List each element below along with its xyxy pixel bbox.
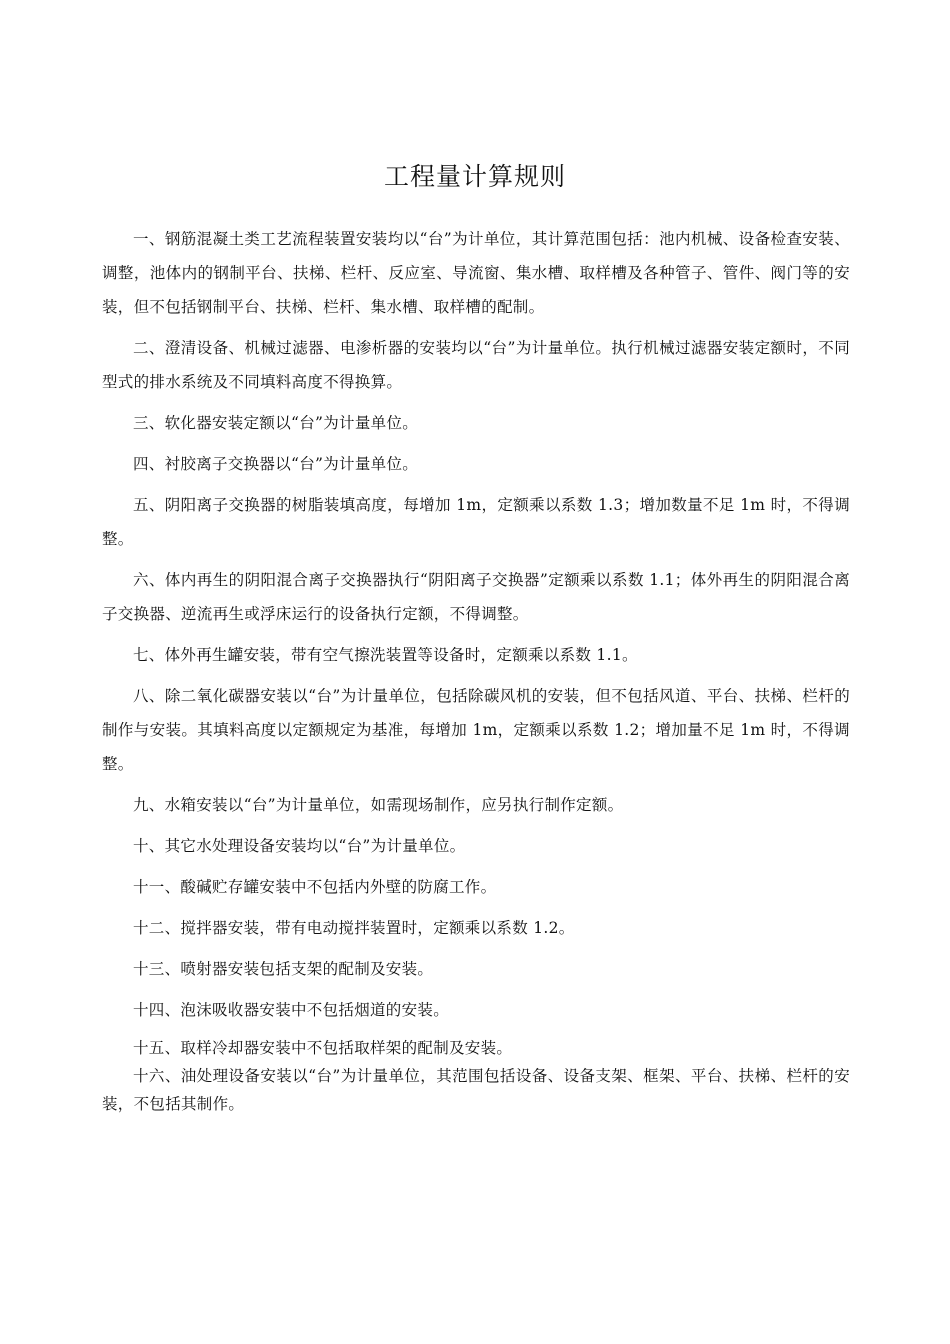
rule-paragraph-3: 三、软化器安装定额以“台”为计量单位。 bbox=[133, 414, 419, 432]
rule-paragraph-15: 十五、取样冷却器安装中不包括取样架的配制及安装。 bbox=[133, 1039, 513, 1057]
page-title: 工程量计算规则 bbox=[383, 162, 566, 191]
rule-paragraph-6: 六、体内再生的阴阳混合离子交换器执行“阴阳离子交换器”定额乘以系数 1.1；体外再生的阴阳混合离子交换器、逆流再生或浮床运行的设备执行定额，不得调整。 bbox=[102, 571, 850, 623]
rule-paragraph-10: 十、其它水处理设备安装均以“台”为计量单位。 bbox=[133, 837, 466, 855]
rule-paragraph-12: 十二、搅拌器安装，带有电动搅拌装置时，定额乘以系数 1.2。 bbox=[133, 919, 575, 937]
rule-paragraph-13: 十三、喷射器安装包括支架的配制及安装。 bbox=[133, 960, 434, 978]
rule-paragraph-4: 四、衬胶离子交换器以“台”为计量单位。 bbox=[133, 455, 419, 473]
rule-paragraph-9: 九、水箱安装以“台”为计量单位，如需现场制作，应另执行制作定额。 bbox=[133, 796, 624, 814]
rule-paragraph-16: 十六、油处理设备安装以“台”为计量单位，其范围包括设备、设备支架、框架、平台、扶梯、栏杆的安装，不包括其制作。 bbox=[102, 1067, 850, 1113]
rule-paragraph-11: 十一、酸碱贮存罐安装中不包括内外壁的防腐工作。 bbox=[133, 878, 497, 896]
rule-paragraph-14: 十四、泡沫吸收器安装中不包括烟道的安装。 bbox=[133, 1001, 450, 1019]
rule-paragraph-8: 八、除二氧化碳器安装以“台”为计量单位，包括除碳风机的安装，但不包括风道、平台、扶梯、栏杆的制作与安装。其填料高度以定额规定为基准，每增加 1m，定额乘以系数 1.2；增加量不足 1m 时，不得调整。 bbox=[102, 687, 850, 773]
rule-paragraph-1: 一、钢筋混凝土类工艺流程装置安装均以“台”为计单位，其计算范围包括：池内机械、设备检查安装、调整，池体内的钢制平台、扶梯、栏杆、反应室、导流窗、集水槽、取样槽及各种管子、管件、阀门等的安装，但不包括钢制平台、扶梯、栏杆、集水槽、取样槽的配制。 bbox=[102, 230, 850, 316]
rule-paragraph-2: 二、澄清设备、机械过滤器、电渗析器的安装均以“台”为计量单位。执行机械过滤器安装定额时，不同型式的排水系统及不同填料高度不得换算。 bbox=[102, 339, 850, 391]
rules-body bbox=[102, 222, 850, 1118]
rule-paragraph-7: 七、体外再生罐安装，带有空气擦洗装置等设备时，定额乘以系数 1.1。 bbox=[133, 646, 638, 664]
rule-paragraph-5: 五、阴阳离子交换器的树脂装填高度，每增加 1m，定额乘以系数 1.3；增加数量不足 1m 时，不得调整。 bbox=[102, 496, 850, 548]
